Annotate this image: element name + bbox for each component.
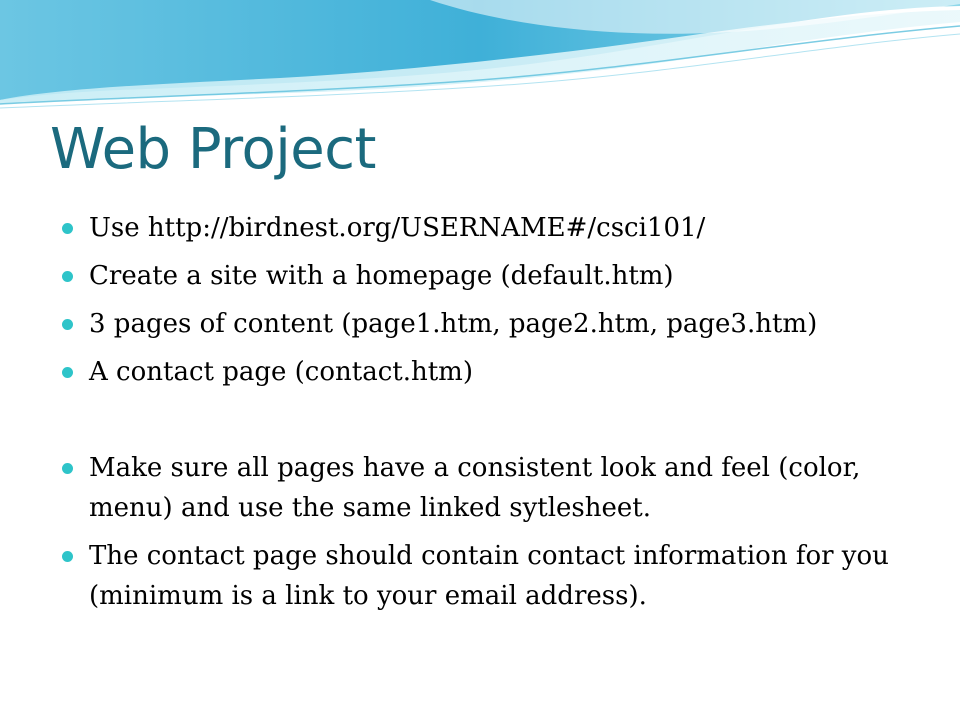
bullet-dot-icon <box>62 271 73 282</box>
bullet-item <box>62 448 922 528</box>
bullet-list <box>62 208 922 624</box>
bullet-spacer <box>62 400 922 440</box>
bullet-item <box>62 536 922 616</box>
bullet-text: Use http://birdnest.org/USERNAME#/csci101/ <box>89 213 706 243</box>
bullet-text: 3 pages of content (page1.htm, page2.htm, page3.htm) <box>89 309 818 339</box>
bullet-dot-icon <box>62 319 73 330</box>
bullet-item <box>62 352 922 392</box>
header-wave-decoration <box>0 0 960 110</box>
slide-title: Web Project <box>50 117 376 182</box>
bullet-text: Make sure all pages have a consistent look and feel (color, menu) and use the same linked sytlesheet. <box>89 453 861 523</box>
bullet-text: A contact page (contact.htm) <box>89 357 473 387</box>
bullet-dot-icon <box>62 463 73 474</box>
bullet-dot-icon <box>62 223 73 234</box>
bullet-text: The contact page should contain contact information for you (minimum is a link to your email address). <box>89 541 889 611</box>
bullet-text: Create a site with a homepage (default.htm) <box>89 261 674 291</box>
bullet-dot-icon <box>62 551 73 562</box>
bullet-item <box>62 208 922 248</box>
bullet-item <box>62 256 922 296</box>
bullet-item <box>62 304 922 344</box>
bullet-dot-icon <box>62 367 73 378</box>
